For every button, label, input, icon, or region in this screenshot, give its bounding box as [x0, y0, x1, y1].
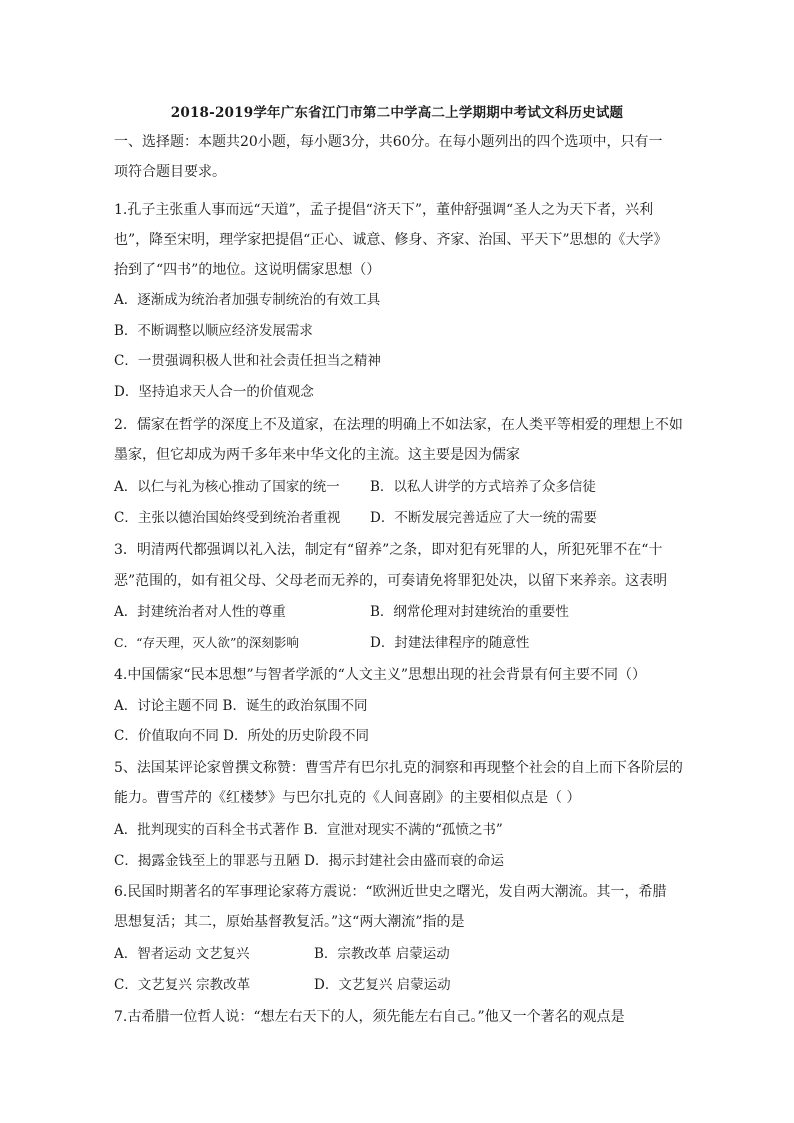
question-3-stem: 3．明清两代都强调以礼入法，制定有“留养”之条，即对犯有死罪的人，所犯死罪不在“十: [114, 542, 663, 558]
question-6-option-a: A．智者运动 文艺复兴: [114, 946, 250, 962]
question-4-options-ab: A．讨论主题不同 B．诞生的政治氛围不同: [114, 698, 368, 714]
question-2-option-b: B．以私人讲学的方式培养了众多信徒: [370, 479, 596, 495]
question-4-options-cd: C．价值取向不同 D．所处的历史阶段不同: [114, 728, 369, 744]
question-7-stem: 7.古希腊一位哲人说：“想左右天下的人，须先能左右自己。”他又一个著名的观点是: [114, 1009, 625, 1025]
question-6-stem: 思想复活；其二，原始基督教复活。”这“两大潮流”指的是: [114, 914, 465, 930]
question-5-stem: 5、法国某评论家曾撰文称赞：曹雪芹有巴尔扎克的洞察和再现整个社会的自上而下各阶层的: [114, 760, 683, 776]
question-5-stem: 能力。曹雪芹的《红楼梦》与巴尔扎克的《人间喜剧》的主要相似点是（ ）: [114, 790, 581, 806]
question-1-option-b: B．不断调整以顺应经济发展需求: [114, 323, 313, 339]
question-2-stem: 2．儒家在哲学的深度上不及道家，在法理的明确上不如法家，在人类平等相爱的理想上不如: [114, 417, 683, 433]
question-1-option-a: A．逐渐成为统治者加强专制统治的有效工具: [114, 292, 381, 308]
question-1-stem: 也”，降至宋明，理学家把提倡“正心、诚意、修身、齐家、治国、平天下”思想的《大学》: [114, 232, 668, 248]
question-3-stem: 恶”范围的，如有祖父母、父母老而无养的，可奏请免将罪犯处决，以留下来养亲。这表明: [114, 573, 668, 589]
question-6-option-d: D．文艺复兴 启蒙运动: [314, 977, 451, 993]
question-6-stem: 6.民国时期著名的军事理论家蒋方震说：“欧洲近世史之曙光，发自两大潮流。其一，希腊: [114, 884, 667, 900]
section-instruction: 一、选择题：本题共20小题，每小题3分，共60分。在每小题列出的四个选项中，只有一: [114, 134, 663, 150]
question-5-options-ab: A．批判现实的百科全书式著作 B．宣泄对现实不满的“孤愤之书”: [114, 822, 503, 838]
question-6-option-b: B．宗教改革 启蒙运动: [314, 946, 450, 962]
section-instruction-cont: 项符合题目要求。: [114, 164, 226, 180]
question-1-stem: 1.孔子主张重人事而远“天道”，孟子提倡“济天下”，董仲舒强调“圣人之为天下者，兴利: [114, 202, 654, 218]
question-1-option-d: D．坚持追求天人合一的价值观念: [114, 384, 314, 400]
question-3-option-a: A．封建统治者对人性的尊重: [114, 604, 286, 620]
question-3-option-d: D．封建法律程序的随意性: [370, 635, 530, 651]
question-6-option-c: C．文艺复兴 宗教改革: [114, 977, 251, 993]
question-2-option-d: D．不断发展完善适应了大一统的需要: [370, 510, 597, 526]
question-3-option-b: B．纲常伦理对封建统治的重要性: [370, 604, 569, 620]
question-4-stem: 4.中国儒家“民本思想”与智者学派的“人文主义”思想出现的社会背景有何主要不同（）: [114, 667, 646, 683]
question-1-option-c: C．一贯强调积极人世和社会责任担当之精神: [114, 353, 381, 369]
question-2-stem: 墨家，但它却成为两千多年来中华文化的主流。这主要是因为儒家: [114, 447, 520, 463]
exam-title: 2018-2019学年广东省江门市第二中学高二上学期期中考试文科历史试题: [170, 105, 624, 121]
question-2-option-c: C．主张以德治国始终受到统治者重视: [114, 510, 341, 526]
question-2-option-a: A．以仁与礼为核心推动了国家的统一: [114, 479, 340, 495]
question-3-option-c: C．“存天理，灭人欲”的深刻影响: [114, 635, 299, 650]
question-5-options-cd: C．揭露金钱至上的罪恶与丑陋 D．揭示封建社会由盛而衰的命运: [114, 853, 504, 869]
question-1-stem: 抬到了“四书”的地位。这说明儒家思想（）: [114, 262, 381, 278]
